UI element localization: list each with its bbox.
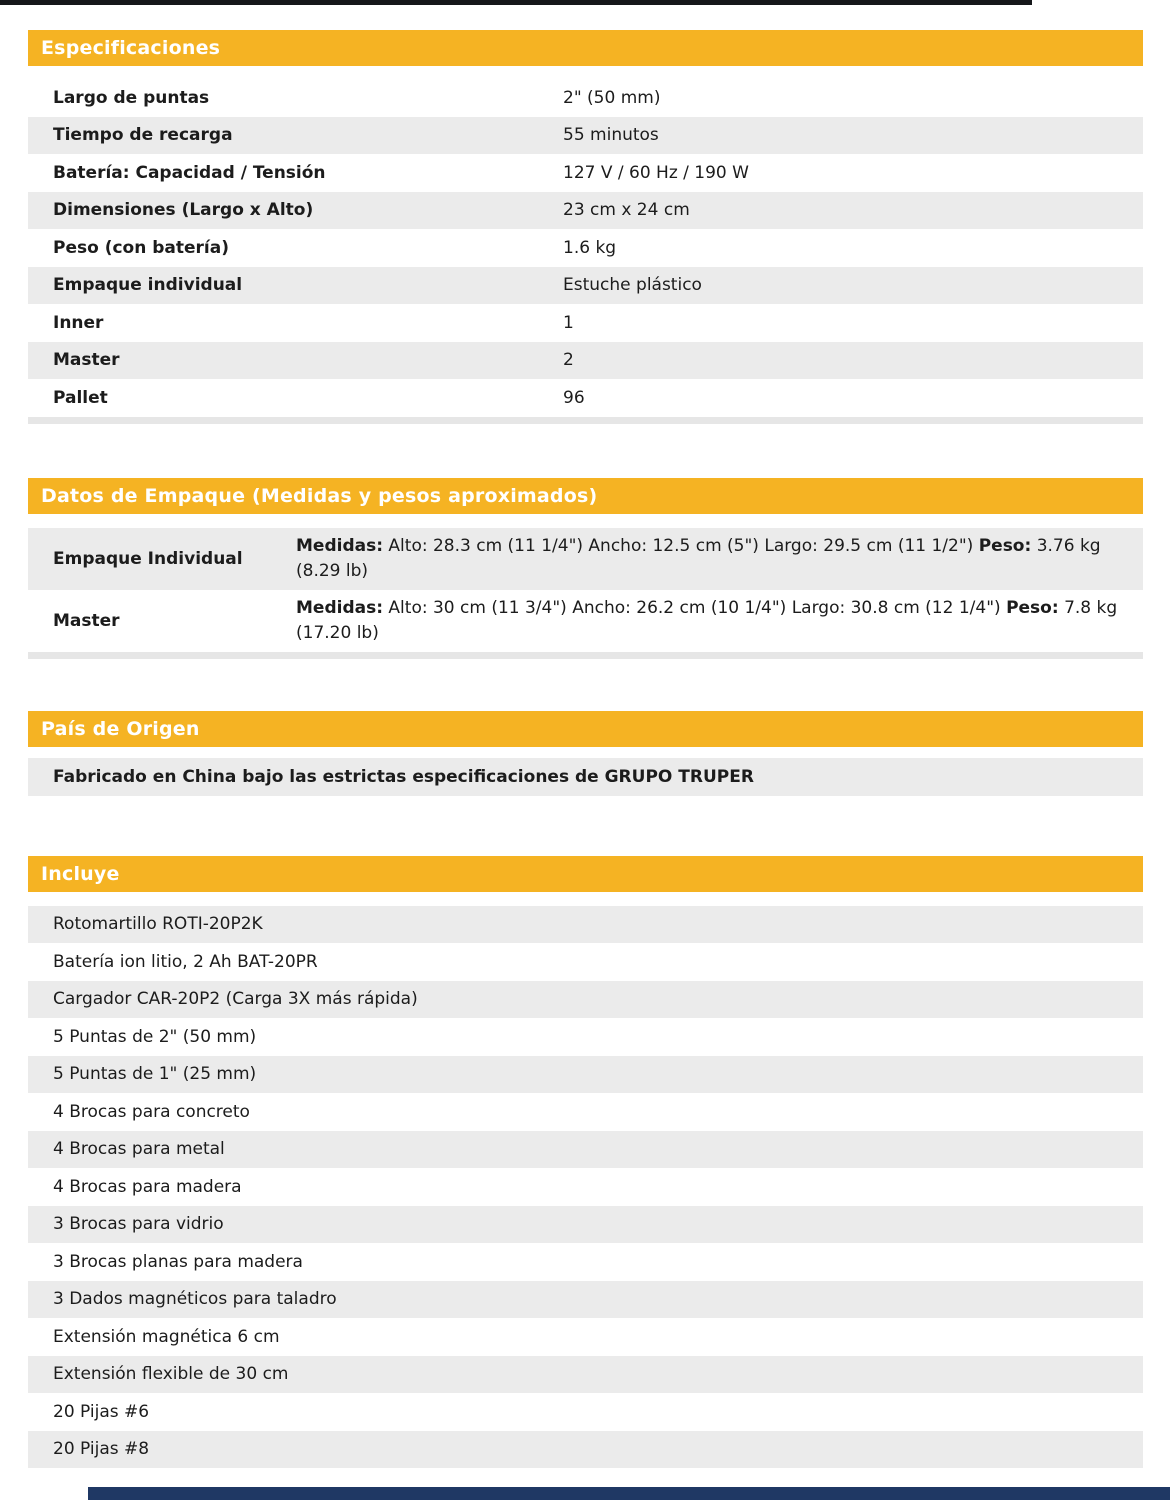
list-item: 3 Brocas planas para madera [28,1243,1143,1281]
peso-text: 3.76 kg (8.29 lb) [296,535,1101,581]
pack-row-empaque-individual [28,528,1143,590]
list-item: 5 Puntas de 1" (25 mm) [28,1056,1143,1094]
medidas-label: Medidas: [296,535,384,556]
medidas-label: Medidas: [296,597,384,618]
list-item: 20 Pijas #8 [28,1431,1143,1469]
list-item: 4 Brocas para concreto [28,1093,1143,1131]
spec-value: 96 [563,387,585,408]
pack-label: Master [53,610,120,631]
spec-row-bateria [28,154,1143,192]
list-item: Batería ion litio, 2 Ah BAT-20PR [28,943,1143,981]
spec-label: Largo de puntas [53,87,210,108]
section-title: Incluye [41,862,120,885]
list-item: Extensión magnética 6 cm [28,1318,1143,1356]
section-gap [28,796,1143,856]
spec-row-pallet [28,379,1143,417]
list-item: 4 Brocas para metal [28,1131,1143,1169]
spec-row-empaque-individual [28,267,1143,305]
list-item: 20 Pijas #6 [28,1393,1143,1431]
spec-label: Tiempo de recarga [53,125,233,146]
list-item: Rotomartillo ROTI-20P2K [28,906,1143,944]
spec-label: Master [53,350,120,371]
spec-sheet-content [28,0,1143,1468]
spec-row-master [28,342,1143,380]
spec-row-tiempo-recarga [28,117,1143,155]
incluye-list [28,906,1143,1469]
spec-value: 1.6 kg [563,237,617,258]
spec-label: Pallet [53,387,108,408]
table-end-divider [28,652,1143,659]
spec-label: Dimensiones (Largo x Alto) [53,200,314,221]
origin-statement: Fabricado en China bajo las estrictas especificaciones de GRUPO TRUPER [28,758,1143,796]
spec-row-inner [28,304,1143,342]
list-item: 3 Dados magnéticos para taladro [28,1281,1143,1319]
section-gap [28,424,1143,478]
section-header-especificaciones [28,30,1143,66]
section-header-datos-empaque [28,478,1143,514]
table-end-divider [28,417,1143,424]
pack-value [296,596,1143,646]
medidas-text: Alto: 30 cm (11 3/4") Ancho: 26.2 cm (10 1/4") Largo: 30.8 cm (12 1/4") [388,597,1001,618]
spec-value: 1 [563,312,574,333]
medidas-text: Alto: 28.3 cm (11 1/4") Ancho: 12.5 cm (5") Largo: 29.5 cm (11 1/2") [388,535,974,556]
peso-label: Peso: [978,535,1032,556]
list-item: 3 Brocas para vidrio [28,1206,1143,1244]
especificaciones-table [28,79,1143,417]
pack-label: Empaque Individual [53,548,243,569]
list-item: Extensión flexible de 30 cm [28,1356,1143,1394]
spec-label: Empaque individual [53,275,243,296]
spec-row-largo-puntas [28,79,1143,117]
section-header-incluye [28,856,1143,892]
list-item: Cargador CAR-20P2 (Carga 3X más rápida) [28,981,1143,1019]
spec-label: Peso (con batería) [53,237,230,258]
page-bottom-edge-bar [88,1487,1170,1500]
spec-value: 127 V / 60 Hz / 190 W [563,162,749,183]
list-item: 5 Puntas de 2" (50 mm) [28,1018,1143,1056]
spec-value: 2 [563,350,574,371]
section-gap [28,659,1143,711]
section-header-pais-origen [28,711,1143,747]
list-item: 4 Brocas para madera [28,1168,1143,1206]
spec-label: Inner [53,312,104,333]
pack-row-master [28,590,1143,652]
section-title: País de Origen [41,717,200,740]
section-title: Datos de Empaque (Medidas y pesos aproximados) [41,484,598,507]
spec-value: 55 minutos [563,125,659,146]
spec-row-dimensiones [28,192,1143,230]
section-title: Especificaciones [41,37,221,59]
spec-value: Estuche plástico [563,275,702,296]
peso-label: Peso: [1006,597,1059,618]
spec-label: Batería: Capacidad / Tensión [53,162,326,183]
spec-row-peso [28,229,1143,267]
pack-value [296,534,1143,584]
datos-empaque-table [28,528,1143,652]
peso-text: 7.8 kg (17.20 lb) [296,597,1118,643]
spec-value: 2" (50 mm) [563,87,661,108]
spec-value: 23 cm x 24 cm [563,200,690,221]
